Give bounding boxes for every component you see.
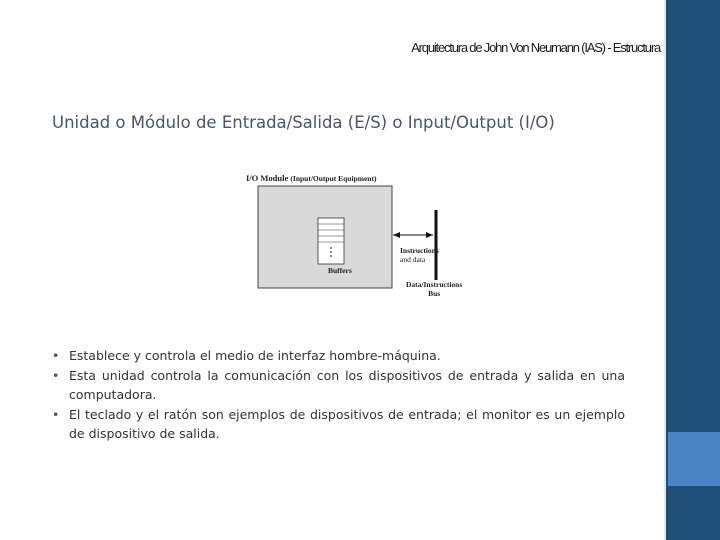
slide-subtitle: Unidad o Módulo de Entrada/Salida (E/S) o Input/Output (I/O) <box>52 113 555 132</box>
bullet-dot: • <box>52 406 60 422</box>
module-label-text: I/O Module <box>246 173 289 183</box>
bullet-text: Establece y controla el medio de interfaz hombre-máquina. <box>69 348 441 363</box>
module-sublabel: (Input/Output Equipment) <box>290 174 377 183</box>
buffers-label: Buffers <box>328 266 352 275</box>
bullet-item <box>52 405 625 444</box>
bullet-dot: • <box>52 367 60 383</box>
bullet-text: Esta unidad controla la comunicación con los dispositivos de entrada y salida en una computadora. <box>69 367 625 402</box>
bus-line2: Bus <box>428 289 441 298</box>
instructions-line2: and data <box>400 255 426 264</box>
side-accent-block <box>668 432 720 486</box>
bullet-item <box>52 346 625 366</box>
instructions-label <box>400 246 439 264</box>
io-module-diagram <box>240 168 480 308</box>
bus-line1: Data/Instructions <box>406 280 463 289</box>
slide-title: Arquitectura de John Von Neumann (IAS) - Estructura <box>411 40 660 55</box>
instructions-line1: Instructions <box>400 246 439 255</box>
buffer-stack <box>318 218 344 264</box>
bullet-list <box>52 346 625 444</box>
bus-label <box>406 280 462 298</box>
bullet-text: El teclado y el ratón son ejemplos de dispositivos de entrada; el monitor es un ejemplo de dispositivo de salida. <box>69 406 625 441</box>
module-label <box>246 173 376 183</box>
bullet-dot: • <box>52 348 60 363</box>
bullet-item <box>52 366 625 405</box>
